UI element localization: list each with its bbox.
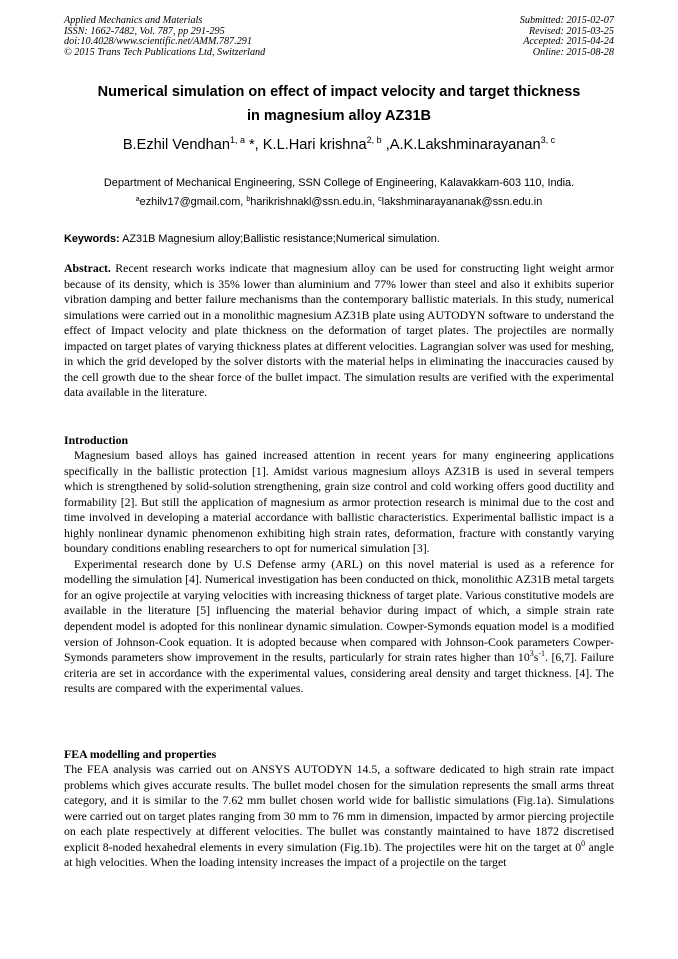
title-line-1: Numerical simulation on effect of impact velocity and target thickness bbox=[97, 84, 581, 100]
email-b[interactable]: harikrishnakl@ssn.edu.in, bbox=[250, 196, 379, 208]
fea-body bbox=[64, 762, 614, 871]
journal-copyright: © 2015 Trans Tech Publications Ltd, Switzerland bbox=[64, 46, 266, 58]
author-1-mark: *, bbox=[244, 137, 263, 153]
date-submitted: Submitted: 2015-02-07 bbox=[519, 15, 614, 26]
introduction-body bbox=[64, 448, 614, 697]
journal-issn: ISSN: 1662-7482, Vol. 787, pp 291-295 bbox=[64, 25, 225, 37]
paper-title bbox=[40, 80, 638, 128]
keywords-text: AZ31B Magnesium alloy;Ballistic resistance;Numerical simulation. bbox=[119, 233, 440, 245]
author-emails bbox=[30, 195, 648, 209]
intro-p2-text-b: . [6,7]. Failure criteria are set in accordance with the experimental values, considering areal density and target thickness. [4]. The results are compared with the experimental values. bbox=[64, 650, 614, 696]
fea-p1-text-b: angle at high velocities. When the loading intensity increases the impact of a projectile on the target bbox=[64, 839, 615, 870]
title-line-2: in magnesium alloy AZ31B bbox=[247, 108, 431, 124]
abstract-label: Abstract. bbox=[64, 261, 111, 275]
author-1-name: B.Ezhil Vendhan bbox=[122, 137, 230, 153]
email-c-superscript: c bbox=[378, 196, 382, 203]
author-2-name: K.L.Hari krishna bbox=[262, 137, 367, 153]
journal-header-right bbox=[414, 16, 614, 58]
intro-p2-unit-s: s bbox=[533, 650, 539, 665]
journal-header-left bbox=[64, 16, 364, 58]
date-revised: Revised: 2015-03-25 bbox=[528, 25, 614, 37]
introduction-heading: Introduction bbox=[64, 433, 129, 447]
intro-p2-sup-2: -1 bbox=[538, 649, 545, 659]
fea-paragraph-1 bbox=[64, 762, 614, 871]
keywords bbox=[64, 232, 624, 246]
author-1-superscript: 1, a bbox=[229, 135, 245, 145]
keywords-label: Keywords: bbox=[64, 233, 120, 245]
intro-p2-text-a: Experimental research done by U.S Defense army (ARL) on this novel material is used as a reference for modelling the simulation [4]. Numerical investigation has been conducted on thick, monolithic AZ31B metal targets for an ogive projectile at varying velocities with increasing thickness of target plate. Various constitutive models are available in the literature [5] influencing the material behavior during impact of which, a simple strain rate dependent model is adopted for this nonlinear dynamic simulation. Cowper-Symonds equation model is a modified version of Johnson-Cook equation. It is adopted because when compared with Johnson-Cook parameters Cowper-Symonds parameters show improvement in the results, particularly for strain rates higher than 10 bbox=[64, 556, 614, 665]
journal-name: Applied Mechanics and Materials bbox=[64, 15, 203, 26]
author-separator: , bbox=[381, 137, 390, 153]
introduction-paragraph-2 bbox=[64, 557, 614, 697]
affiliation: Department of Mechanical Engineering, SSN College of Engineering, Kalavakkam-603 110, India. bbox=[103, 177, 575, 189]
abstract bbox=[64, 261, 614, 401]
date-accepted: Accepted: 2015-04-24 bbox=[523, 36, 614, 48]
fea-heading: FEA modelling and properties bbox=[64, 747, 217, 761]
journal-doi: doi:10.4028/www.scientific.net/AMM.787.291 bbox=[64, 36, 252, 48]
email-b-superscript: b bbox=[246, 196, 251, 203]
date-online: Online: 2015-08-28 bbox=[532, 46, 614, 58]
author-list bbox=[40, 135, 638, 155]
intro-p2-sup-1: 3 bbox=[529, 649, 534, 659]
author-2-superscript: 2, b bbox=[366, 135, 382, 145]
introduction-paragraph-1: Magnesium based alloys has gained increased attention in recent years for many engineering applications specifically in the ballistic protection [1]. Amidst various magnesium alloys AZ31B is used in several tempers which is strengthened by solid-solution strengthening, grain size control and cold working offers good ductility and formability [2]. But still the application of magnesium as armor protection research is minimal due to the cost and time involved in developing a material accordance with ballistic characteristics. Experimental ballistic impact is a highly nonlinear dynamic phenomenon exhibiting high strain rates, deformation, fracture with constantly varying boundary conditions enabling researchers to opt for numerical simulation [3]. bbox=[64, 448, 614, 556]
abstract-paragraph bbox=[64, 261, 614, 401]
author-3-name: A.K.Lakshminarayanan bbox=[389, 137, 541, 153]
abstract-text: Recent research works indicate that magnesium alloy can be used for constructing light weight armor because of its density, which is 35% lower than aluminium and 77% lower than steel and also it exhibits superior vibration damping and better failure mechanisms than the contemporary ballistic materials. In this study, numerical simulations were carried out in a monolithic magnesium AZ31B plate using AUTODYN software to understand the effect of Impact velocity and plate thickness on the deformation of target plates. The projectiles are normally impacted on target plates of varying thickness plates at different velocities. Lagrangian solver was used for meshing, in which the grid developed by the solver distorts with the material helps in eliminating the inaccuracies caused by the cell growth due to the shear force of the bullet impact. The simulation results are verified with the experimental data available in the literature. bbox=[64, 261, 614, 400]
email-a-superscript: a bbox=[135, 196, 140, 203]
email-a[interactable]: ezhilv17@gmail.com, bbox=[139, 196, 247, 208]
fea-p1-sup: 0 bbox=[581, 838, 586, 848]
author-3-superscript: 3, c bbox=[540, 135, 556, 145]
email-c[interactable]: lakshminarayananak@ssn.edu.in bbox=[381, 196, 543, 208]
fea-p1-text-a: The FEA analysis was carried out on ANSYS AUTODYN 14.5, a software dedicated to high strain rate impact problems which gives accurate results. The bullet model chosen for the simulation represents the small arms threat category, and it is similar to the 7.62 mm bullet chosen world wide for ballistic simulations (Fig.1a). Simulations were carried out on target plates ranging from 30 mm to 76 mm in dimension, impacted by armor piercing projectile on each plate respectively at different velocities. The bullet was constantly maintained to have 1872 discretised explicit 8-noded hexahedral elements in every simulation (Fig.1b). The projectiles were hit on the target at 0 bbox=[64, 762, 614, 854]
